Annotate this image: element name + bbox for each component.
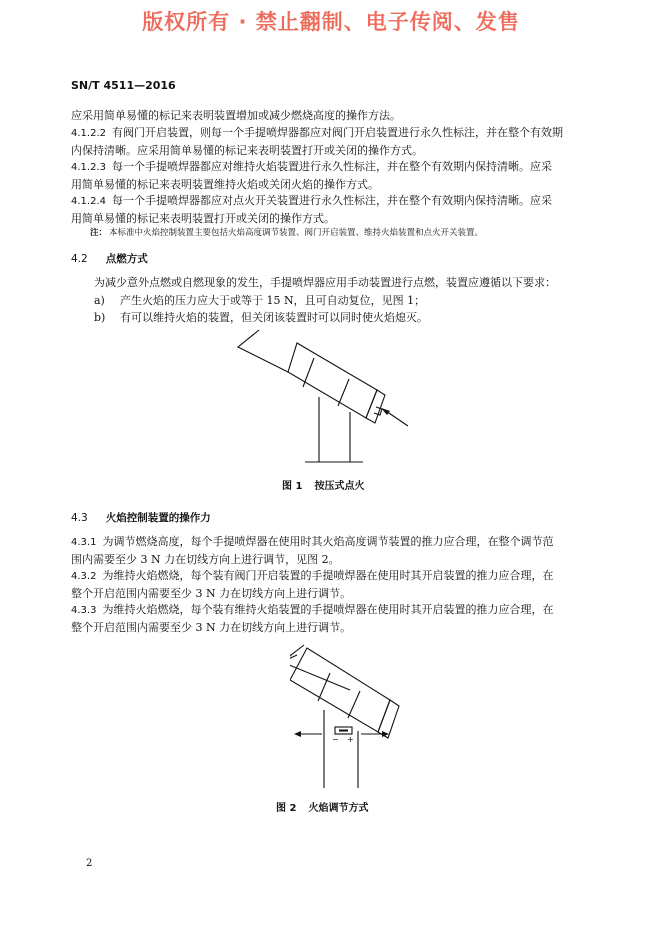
section-number: 4.2 bbox=[71, 253, 88, 265]
clause-text: 为调节燃烧高度，每个手提喷焊器在使用时其火焰高度调节装置的推力应合理，在整个调节范 bbox=[102, 535, 554, 548]
list-item bbox=[94, 292, 425, 308]
clause-text: 每一个手提喷焊器都应对维持火焰装置进行永久性标注，并在整个有效期内保持清晰。应采 bbox=[112, 160, 552, 173]
clause-number: 4.3.1 bbox=[71, 537, 97, 548]
note-label: 注： bbox=[90, 228, 108, 238]
figure-2-caption bbox=[276, 799, 368, 814]
clause-4-1-2-4 bbox=[71, 192, 591, 227]
section-title: 火焰控制装置的操作力 bbox=[105, 512, 211, 524]
clause-number: 4.3.3 bbox=[71, 605, 97, 616]
clause-text: 为维持火焰燃烧，每个装有维持火焰装置的手提喷焊器在使用时其开启装置的推力应合理，在 bbox=[102, 603, 554, 616]
clause-text-cont: 整个开启范围内需要至少 3 N 力在切线方向上进行调节。 bbox=[71, 621, 352, 634]
plus-mark: + bbox=[347, 735, 354, 744]
clause-4-3-3 bbox=[71, 601, 591, 636]
clause-4-1-2-2 bbox=[71, 124, 591, 159]
clause-text: 为维持火焰燃烧，每个装有阀门开启装置的手提喷焊器在使用时其开启装置的推力应合理，在 bbox=[102, 569, 554, 582]
clause-number: 4.1.2.4 bbox=[71, 196, 106, 207]
section-4-1-continuation: 应采用简单易懂的标记来表明装置增加或减少燃烧高度的操作方法。 bbox=[71, 109, 401, 122]
figure-1-push-ignition-diagram bbox=[230, 325, 420, 470]
clause-text-cont: 围内需要至少 3 N 力在切线方向上进行调节，见图 2。 bbox=[71, 553, 340, 566]
clause-number: 4.1.2.3 bbox=[71, 162, 106, 173]
section-4-2-intro: 为减少意外点燃或自燃现象的发生，手提喷焊器应用手动装置进行点燃，装置应遵循以下要求： bbox=[94, 276, 556, 289]
clause-text-cont: 内保持清晰。应采用简单易懂的标记来表明装置打开或关闭的操作方式。 bbox=[71, 144, 423, 157]
note-text: 本标准中火焰控制装置主要包括火焰高度调节装置、阀门开启装置、维持火焰装置和点火开关装置。 bbox=[109, 228, 484, 238]
clause-number: 4.3.2 bbox=[71, 571, 97, 582]
clause-4-3-1 bbox=[71, 533, 591, 568]
note bbox=[90, 226, 483, 238]
figure-title: 按压式点火 bbox=[314, 481, 365, 492]
section-number: 4.3 bbox=[71, 512, 88, 524]
clause-text: 每一个手提喷焊器都应对点火开关装置进行永久性标注，并在整个有效期内保持清晰。应采 bbox=[112, 194, 552, 207]
list-item-text: 有可以维持火焰的装置，但关闭该装置时可以同时使火焰熄灭。 bbox=[120, 311, 428, 324]
clause-4-1-2-3 bbox=[71, 158, 591, 193]
figure-2-flame-adjustment-diagram bbox=[290, 640, 410, 790]
list-item bbox=[94, 309, 428, 325]
page-number: 2 bbox=[86, 858, 93, 869]
list-item-text: 产生火焰的压力应大于或等于 15 N，且可自动复位，见图 1； bbox=[120, 294, 426, 307]
figure-1-caption bbox=[282, 477, 364, 492]
clause-text: 有阀门开启装置，则每一个手提喷焊器都应对阀门开启装置进行永久性标注，并在整个有效期 bbox=[112, 126, 563, 139]
section-title: 点燃方式 bbox=[105, 253, 148, 265]
list-item-label: b) bbox=[94, 311, 106, 324]
list-item-label: a) bbox=[94, 294, 105, 307]
clause-text-cont: 用简单易懂的标记来表明装置维持火焰或关闭火焰的操作方式。 bbox=[71, 178, 379, 191]
clause-number: 4.1.2.2 bbox=[71, 128, 106, 139]
figure-number: 图 2 bbox=[276, 803, 297, 814]
figure-number: 图 1 bbox=[282, 481, 303, 492]
minus-mark: − bbox=[332, 735, 339, 744]
clause-text-cont: 整个开启范围内需要至少 3 N 力在切线方向上进行调节。 bbox=[71, 587, 352, 600]
figure-title: 火焰调节方式 bbox=[308, 803, 369, 814]
standard-code: SN/T 4511—2016 bbox=[71, 79, 176, 92]
clause-text-cont: 用简单易懂的标记来表明装置打开或关闭的操作方式。 bbox=[71, 212, 335, 225]
section-heading-4-2 bbox=[71, 251, 148, 266]
copyright-watermark: 版权所有 · 禁止翻制、电子传阅、发售 bbox=[142, 10, 520, 34]
clause-4-3-2 bbox=[71, 567, 591, 602]
section-heading-4-3 bbox=[71, 510, 211, 525]
